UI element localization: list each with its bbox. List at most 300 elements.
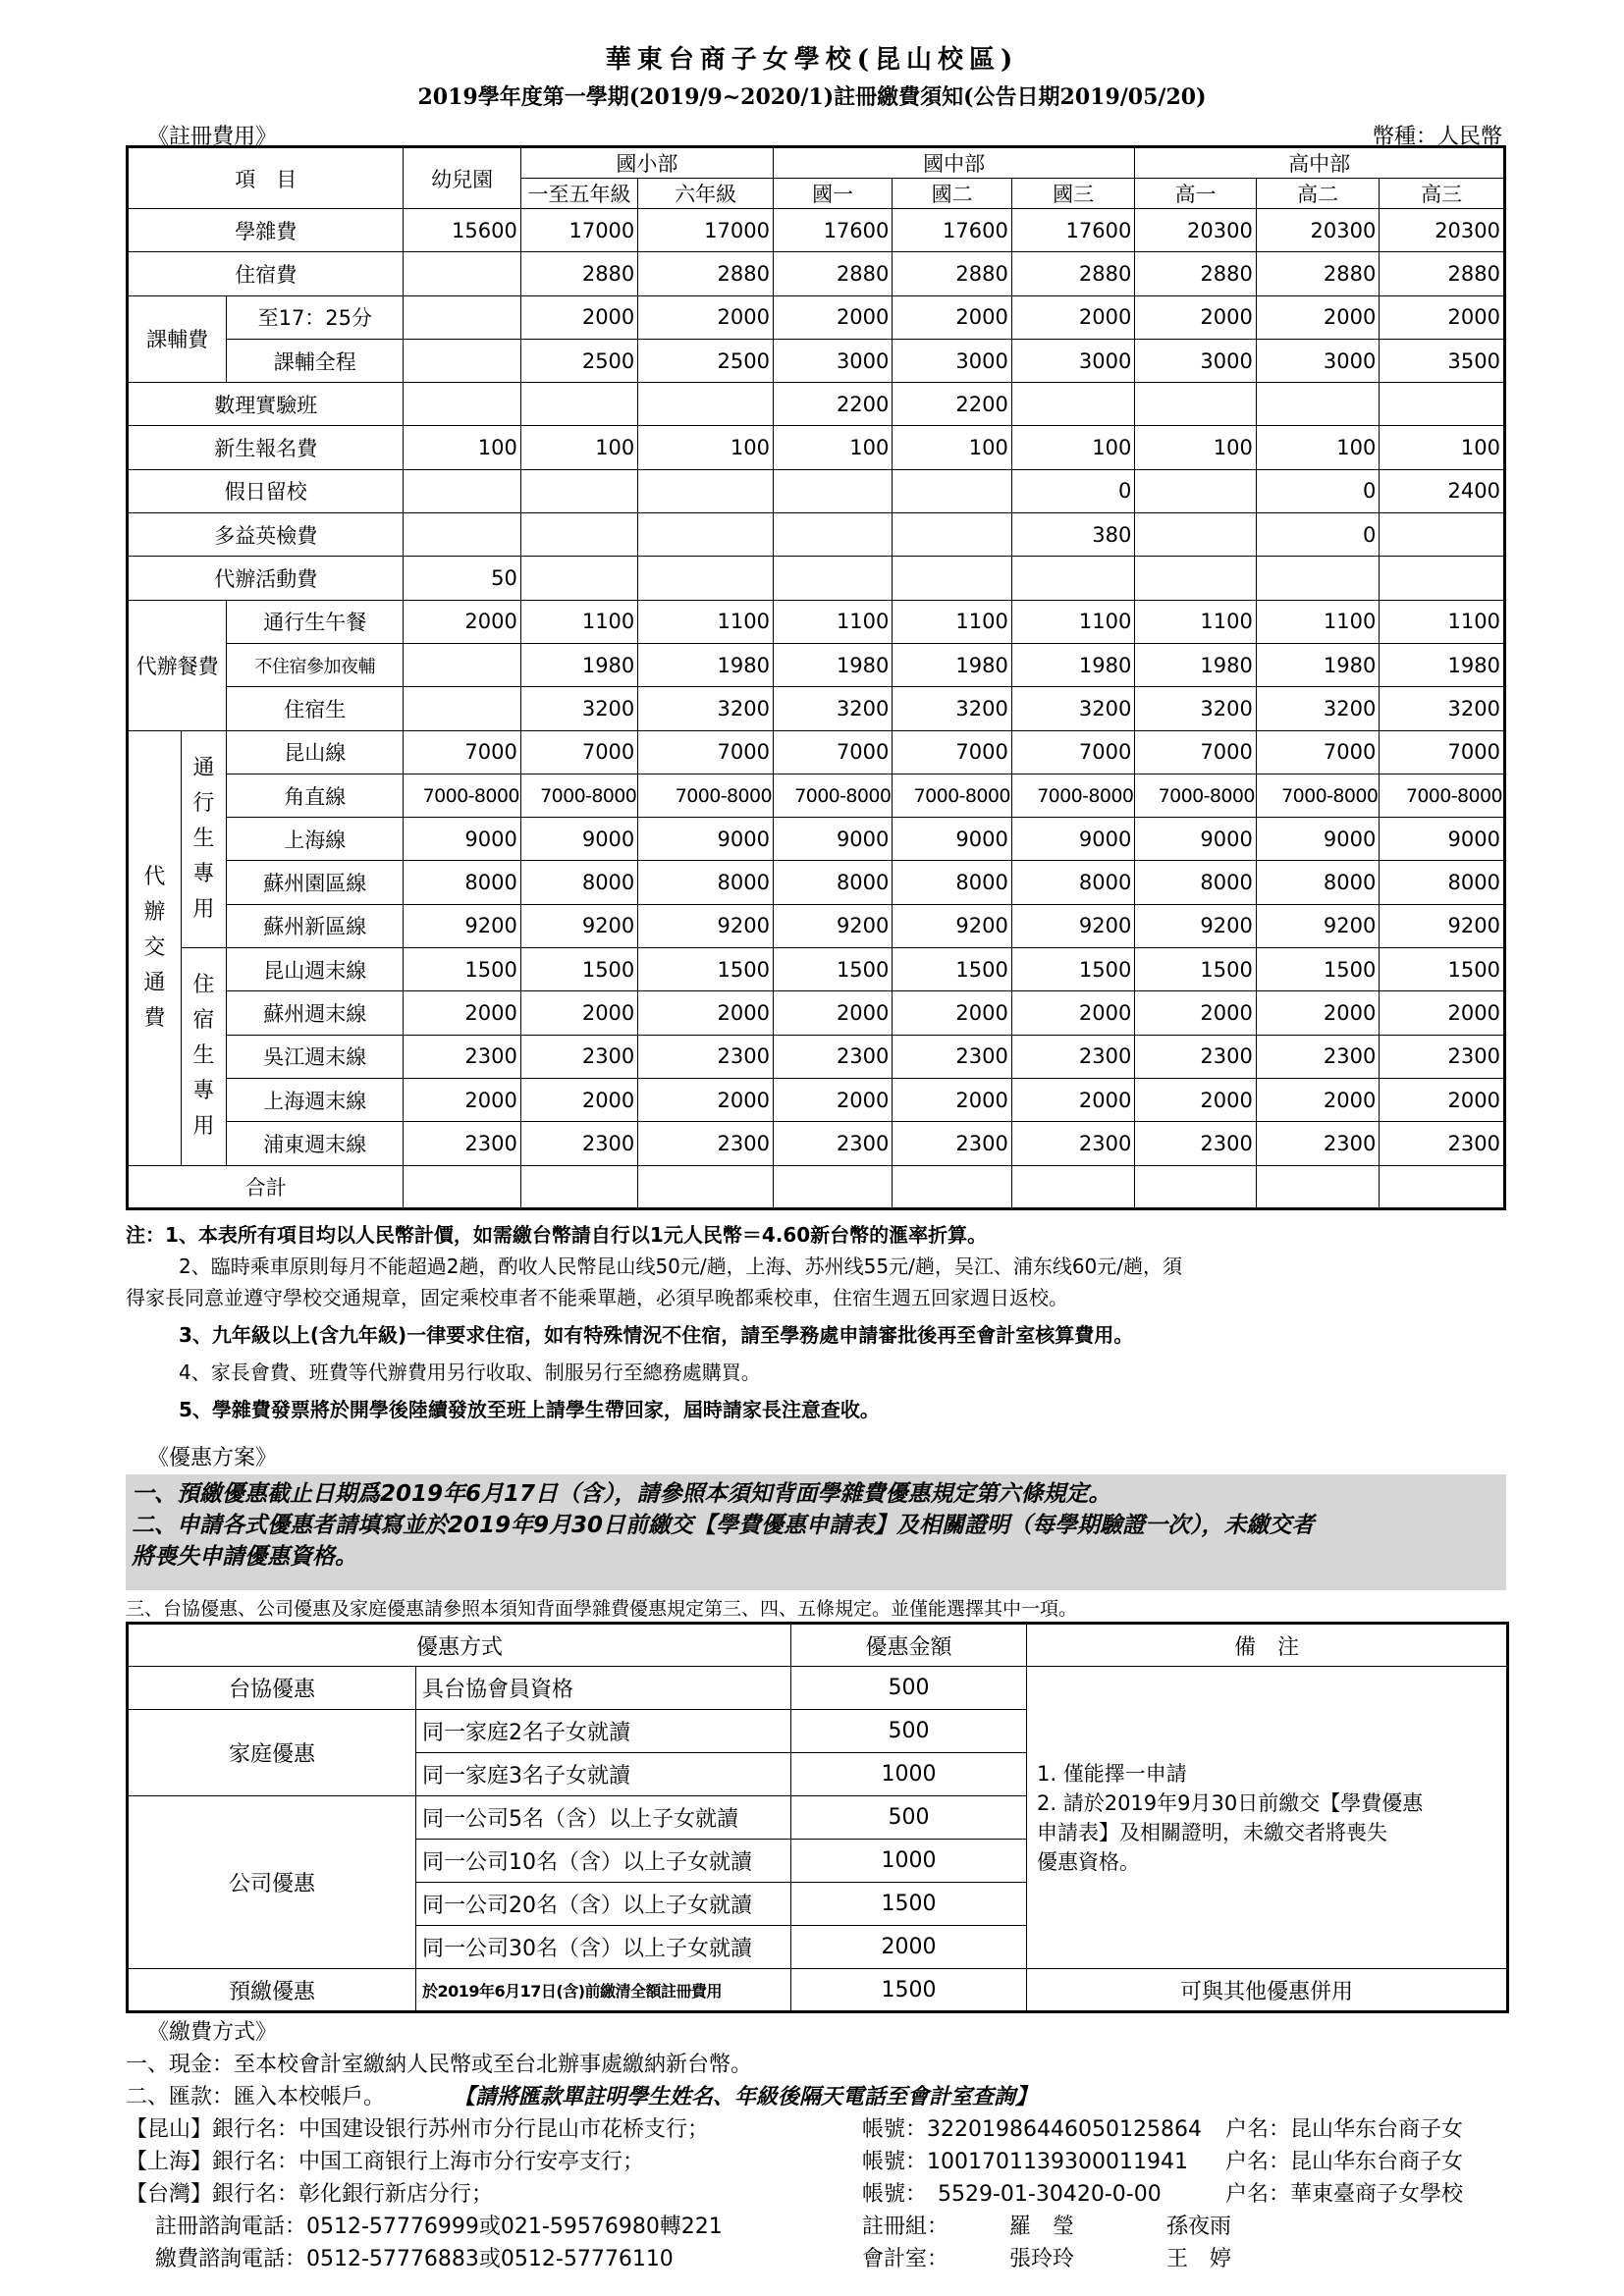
header-method: 優惠方式 — [128, 1624, 791, 1667]
discount-condition: 同一公司10名（含）以上子女就讀 — [416, 1840, 791, 1883]
note-2a: 2、臨時乘車原則每月不能超過2趟，酌收人民幣昆山线50元/趟，上海、苏州线55元/趟，吴江、浦东线60元/趟，須 — [179, 1255, 1183, 1278]
table-cell: 2000 — [1380, 991, 1505, 1035]
table-cell: 3200 — [893, 687, 1011, 730]
discount-name: 台協優惠 — [128, 1667, 416, 1710]
table-cell: 2300 — [1380, 1122, 1505, 1165]
table-cell: 2300 — [638, 1122, 774, 1165]
table-cell — [1380, 1165, 1505, 1208]
table-cell — [1011, 1165, 1135, 1208]
table-cell: 2500 — [638, 339, 774, 382]
table-cell: 50 — [404, 557, 520, 600]
table-cell: 7000-8000 — [1256, 774, 1380, 817]
discount-amount: 1000 — [791, 1753, 1027, 1796]
header-grade: 國一 — [773, 179, 892, 209]
table-cell: 2300 — [773, 1035, 892, 1078]
page-title: 華東台商子女學校(昆山校區) — [605, 45, 1019, 75]
table-cell: 3200 — [1380, 687, 1505, 730]
table-cell: 2880 — [893, 252, 1011, 295]
table-cell: 3500 — [1380, 339, 1505, 382]
table-cell: 17600 — [893, 209, 1011, 252]
table-cell: 8000 — [1011, 861, 1135, 904]
header-row-1 — [128, 147, 1505, 179]
table-cell: 3200 — [773, 687, 892, 730]
table-cell: 1100 — [893, 600, 1011, 643]
row-label: 昆山週末線 — [227, 948, 404, 991]
currency-label: 幣種：人民幣 — [1372, 125, 1502, 149]
row-label: 不住宿參加夜輔 — [227, 643, 404, 686]
table-cell: 7000 — [1256, 730, 1380, 774]
table-cell: 1980 — [1256, 643, 1380, 686]
reg-staff: 羅 瑩 — [1009, 2215, 1075, 2239]
row-label: 假日留校 — [128, 469, 404, 512]
table-cell: 2880 — [773, 252, 892, 295]
acc-staff: 王 婷 — [1166, 2247, 1232, 2271]
table-cell — [404, 643, 520, 686]
table-cell: 9000 — [893, 818, 1011, 861]
table-cell: 2000 — [404, 600, 520, 643]
header-junior: 國中部 — [773, 147, 1134, 179]
table-cell: 9000 — [520, 818, 637, 861]
table-row — [128, 774, 1505, 817]
note-3: 3、九年級以上(含九年級)一律要求住宿，如有特殊情況不住宿，請至學務處申請審批後再至會計室核算費用。 — [179, 1323, 1134, 1347]
table-cell — [638, 1165, 774, 1208]
table-cell: 2300 — [773, 1122, 892, 1165]
table-cell: 1980 — [773, 643, 892, 686]
header-item: 項 目 — [128, 147, 404, 209]
reg-group: 註冊組： — [862, 2215, 949, 2239]
table-cell: 1100 — [1011, 600, 1135, 643]
table-cell — [1380, 557, 1505, 600]
table-cell: 2000 — [1011, 991, 1135, 1035]
table-cell: 7000-8000 — [1135, 774, 1256, 817]
discount-condition: 同一公司5名（含）以上子女就讀 — [416, 1796, 791, 1840]
table-row — [128, 513, 1505, 557]
table-cell: 1500 — [1380, 948, 1505, 991]
table-cell: 9000 — [1135, 818, 1256, 861]
header-kindergarten: 幼兒園 — [404, 147, 520, 209]
discount-condition: 同一公司20名（含）以上子女就讀 — [416, 1883, 791, 1926]
table-cell: 2000 — [1011, 1078, 1135, 1121]
table-cell: 9200 — [638, 904, 774, 947]
table-cell: 2880 — [1011, 252, 1135, 295]
table-cell: 100 — [404, 426, 520, 469]
table-cell: 7000 — [404, 730, 520, 774]
table-row — [128, 904, 1505, 947]
table-cell: 17000 — [520, 209, 637, 252]
row-label: 通行生午餐 — [227, 600, 404, 643]
table-row — [128, 295, 1505, 339]
row-label: 蘇州週末線 — [227, 991, 404, 1035]
table-row — [128, 687, 1505, 730]
table-row — [128, 948, 1505, 991]
table-cell: 2300 — [1135, 1122, 1256, 1165]
table-cell: 1980 — [1135, 643, 1256, 686]
discount-remark — [1027, 1667, 1508, 1969]
table-cell: 7000 — [1135, 730, 1256, 774]
row-label: 數理實驗班 — [128, 383, 404, 426]
table-cell: 100 — [773, 426, 892, 469]
discount-amount: 1500 — [791, 1969, 1027, 2012]
table-cell: 8000 — [638, 861, 774, 904]
discount-name: 預繳優惠 — [128, 1969, 416, 2012]
table-row — [128, 1122, 1505, 1165]
table-cell: 2300 — [893, 1035, 1011, 1078]
discount-amount: 500 — [791, 1710, 1027, 1753]
table-cell: 7000-8000 — [1380, 774, 1505, 817]
section-registration-heading: 《註冊費用》 — [147, 125, 278, 149]
row-label: 角直線 — [227, 774, 404, 817]
payment-section — [126, 2016, 1540, 2275]
table-cell: 1500 — [1011, 948, 1135, 991]
table-cell: 7000 — [520, 730, 637, 774]
table-cell — [1256, 383, 1380, 426]
fee-table — [126, 145, 1506, 1210]
table-cell — [404, 687, 520, 730]
table-cell: 9200 — [404, 904, 520, 947]
table-cell: 0 — [1256, 513, 1380, 557]
table-cell: 2300 — [1380, 1035, 1505, 1078]
discount-amount: 1500 — [791, 1883, 1027, 1926]
table-cell: 2200 — [893, 383, 1011, 426]
table-cell: 9000 — [1256, 818, 1380, 861]
table-cell — [404, 513, 520, 557]
table-cell: 2000 — [1135, 991, 1256, 1035]
table-row — [128, 991, 1505, 1035]
table-cell: 0 — [1256, 469, 1380, 512]
row-label: 課輔全程 — [227, 339, 404, 382]
table-cell — [1135, 557, 1256, 600]
table-cell: 9000 — [1011, 818, 1135, 861]
table-cell: 2000 — [1256, 1078, 1380, 1121]
table-cell: 2000 — [1011, 295, 1135, 339]
table-cell: 2880 — [1135, 252, 1256, 295]
table-cell — [773, 513, 892, 557]
table-cell: 2300 — [404, 1035, 520, 1078]
table-cell: 100 — [1011, 426, 1135, 469]
bank-holder: 户名：華東臺商子女學校 — [1225, 2182, 1464, 2207]
table-row — [128, 600, 1505, 643]
reg-phone: 註冊諮詢電話：0512-57776999或021-59576980轉221 — [155, 2215, 723, 2239]
table-cell — [520, 513, 637, 557]
table-cell: 2500 — [520, 339, 637, 382]
table-cell — [404, 252, 520, 295]
table-cell: 100 — [638, 426, 774, 469]
table-cell: 7000 — [1011, 730, 1135, 774]
table-cell — [1135, 383, 1256, 426]
table-cell — [404, 469, 520, 512]
discount-notice-line: 一、預繳優惠截止日期爲2019年6月17日（含），請參照本須知背面學雜費優惠規定第六條規定。 — [132, 1481, 1111, 1507]
table-cell: 1100 — [520, 600, 637, 643]
discount-name: 公司優惠 — [128, 1796, 416, 1969]
table-cell: 7000 — [893, 730, 1011, 774]
table-cell: 9000 — [773, 818, 892, 861]
table-cell: 7000-8000 — [1011, 774, 1135, 817]
table-cell — [1380, 513, 1505, 557]
table-row — [128, 861, 1505, 904]
table-cell: 1500 — [773, 948, 892, 991]
header-remark: 備 注 — [1027, 1624, 1508, 1667]
table-cell: 9200 — [1135, 904, 1256, 947]
table-cell: 9200 — [773, 904, 892, 947]
table-cell — [520, 469, 637, 512]
row-label: 新生報名費 — [128, 426, 404, 469]
row-label: 上海週末線 — [227, 1078, 404, 1121]
table-cell: 2000 — [1135, 295, 1256, 339]
table-cell — [773, 469, 892, 512]
table-row — [128, 339, 1505, 382]
header-grade: 高二 — [1256, 179, 1380, 209]
table-cell: 2000 — [1135, 1078, 1256, 1121]
table-cell: 1500 — [893, 948, 1011, 991]
table-cell: 2000 — [404, 991, 520, 1035]
acc-office: 會計室： — [862, 2247, 949, 2271]
table-cell: 3200 — [638, 687, 774, 730]
table-cell: 8000 — [404, 861, 520, 904]
table-cell: 3200 — [1256, 687, 1380, 730]
row-label: 浦東週末線 — [227, 1122, 404, 1165]
table-cell: 2880 — [1380, 252, 1505, 295]
table-cell: 9200 — [1380, 904, 1505, 947]
table-cell: 9000 — [404, 818, 520, 861]
table-cell: 2000 — [1256, 991, 1380, 1035]
table-cell: 7000-8000 — [893, 774, 1011, 817]
table-cell: 7000-8000 — [404, 774, 520, 817]
table-row — [128, 643, 1505, 686]
payment-remit-note: 【請將匯款單註明學生姓名、年級後隔天電話至會計室查詢】 — [454, 2085, 1038, 2109]
table-row — [128, 252, 1505, 295]
table-cell: 8000 — [1256, 861, 1380, 904]
table-cell: 7000-8000 — [773, 774, 892, 817]
section-payment-heading: 《繳費方式》 — [147, 2020, 278, 2045]
table-cell — [404, 339, 520, 382]
bank-name: 【昆山】銀行名：中国建设银行苏州市分行昆山市花桥支行； — [126, 2117, 710, 2142]
table-row — [128, 426, 1505, 469]
table-cell — [1011, 383, 1135, 426]
table-cell — [1256, 1165, 1380, 1208]
table-cell: 2200 — [773, 383, 892, 426]
table-cell: 7000 — [1380, 730, 1505, 774]
table-cell: 2000 — [893, 991, 1011, 1035]
table-cell — [638, 383, 774, 426]
table-cell: 1100 — [1256, 600, 1380, 643]
row-label: 住宿費 — [128, 252, 404, 295]
table-cell: 1100 — [1380, 600, 1505, 643]
table-cell — [520, 383, 637, 426]
table-row — [128, 1078, 1505, 1121]
table-row — [128, 469, 1505, 512]
table-row — [128, 730, 1505, 774]
table-cell: 1500 — [1135, 948, 1256, 991]
header-amount: 優惠金額 — [791, 1624, 1027, 1667]
table-cell: 2300 — [1256, 1122, 1380, 1165]
remark-line: 優惠資格。 — [1037, 1849, 1141, 1874]
total-label: 合計 — [128, 1165, 404, 1208]
table-cell — [638, 557, 774, 600]
table-cell: 8000 — [1380, 861, 1505, 904]
table-cell: 2300 — [520, 1035, 637, 1078]
note-4: 4、家長會費、班費等代辦費用另行收取、制服另行至總務處購買。 — [179, 1361, 761, 1384]
table-cell: 380 — [1011, 513, 1135, 557]
table-cell: 1100 — [1135, 600, 1256, 643]
payment-remit: 二、匯款：匯入本校帳戶。 — [126, 2085, 386, 2109]
table-cell: 2300 — [520, 1122, 637, 1165]
table-cell: 2880 — [520, 252, 637, 295]
table-cell — [1135, 513, 1256, 557]
remark-line: 1. 僅能擇一申請 — [1037, 1761, 1187, 1786]
table-cell — [404, 383, 520, 426]
table-cell — [638, 469, 774, 512]
table-cell: 1980 — [520, 643, 637, 686]
table-cell: 20300 — [1135, 209, 1256, 252]
table-cell: 2000 — [638, 1078, 774, 1121]
table-cell: 2000 — [404, 1078, 520, 1121]
discount-amount: 2000 — [791, 1926, 1027, 1969]
table-cell: 8000 — [520, 861, 637, 904]
table-cell: 2000 — [638, 295, 774, 339]
bank-name: 【台灣】銀行名：彰化銀行新店分行； — [126, 2182, 494, 2207]
bank-name: 【上海】銀行名：中国工商银行上海市分行安亭支行； — [126, 2150, 645, 2174]
table-cell — [520, 1165, 637, 1208]
table-cell: 2000 — [1380, 1078, 1505, 1121]
table-cell: 1980 — [1011, 643, 1135, 686]
table-cell: 8000 — [893, 861, 1011, 904]
table-cell: 2880 — [1256, 252, 1380, 295]
table-cell: 7000 — [638, 730, 774, 774]
table-cell — [404, 1165, 520, 1208]
bank-holder: 户名：昆山华东台商子女 — [1225, 2150, 1464, 2174]
row-label: 代辦活動費 — [128, 557, 404, 600]
table-cell: 1500 — [520, 948, 637, 991]
remark-line: 2. 請於2019年9月30日前繳交【學費優惠 — [1037, 1790, 1424, 1815]
table-cell: 1500 — [638, 948, 774, 991]
group-boarder: 住宿生專用 — [181, 948, 227, 1165]
table-cell: 2300 — [404, 1122, 520, 1165]
header-senior: 高中部 — [1135, 147, 1505, 179]
table-cell — [1380, 383, 1505, 426]
table-cell: 17600 — [1011, 209, 1135, 252]
table-cell — [893, 469, 1011, 512]
table-cell: 100 — [1380, 426, 1505, 469]
discount-notice-line: 二、申請各式優惠者請填寫並於2019年9月30日前繳交【學費優惠申請表】及相關證明（每學期驗證一次），未繳交者 — [132, 1513, 1315, 1538]
table-cell: 2000 — [1380, 295, 1505, 339]
discount-notice-line: 將喪失申請優惠資格。 — [132, 1544, 357, 1570]
table-cell: 0 — [1011, 469, 1135, 512]
table-cell: 17000 — [638, 209, 774, 252]
table-cell: 15600 — [404, 209, 520, 252]
table-cell: 17600 — [773, 209, 892, 252]
table-cell: 20300 — [1256, 209, 1380, 252]
table-cell: 20300 — [1380, 209, 1505, 252]
table-cell: 2300 — [1256, 1035, 1380, 1078]
table-cell: 2000 — [520, 991, 637, 1035]
table-cell — [1135, 1165, 1256, 1208]
table-cell: 7000-8000 — [638, 774, 774, 817]
table-cell: 1980 — [893, 643, 1011, 686]
row-label: 昆山線 — [227, 730, 404, 774]
row-label: 吳江週末線 — [227, 1035, 404, 1078]
discount-condition: 具台協會員資格 — [416, 1667, 791, 1710]
table-cell: 2000 — [773, 1078, 892, 1121]
discount-name: 家庭優惠 — [128, 1710, 416, 1796]
table-cell: 8000 — [773, 861, 892, 904]
discount-condition: 同一公司30名（含）以上子女就讀 — [416, 1926, 791, 1969]
payment-cash: 一、現金：至本校會計室繳納人民幣或至台北辦事處繳納新台幣。 — [126, 2053, 753, 2077]
notes-section — [126, 1219, 1510, 1425]
table-cell: 100 — [1135, 426, 1256, 469]
row-label: 蘇州新區線 — [227, 904, 404, 947]
table-row — [128, 1035, 1505, 1078]
table-row — [128, 383, 1505, 426]
table-cell: 3000 — [1135, 339, 1256, 382]
reg-staff: 孫夜雨 — [1166, 2215, 1232, 2239]
discount-remark-prepay: 可與其他優惠併用 — [1027, 1969, 1508, 2012]
table-cell: 2300 — [638, 1035, 774, 1078]
bank-holder: 户名：昆山华东台商子女 — [1225, 2117, 1464, 2142]
note-5: 5、學雜費發票將於開學後陸續發放至班上請學生帶回家，屆時請家長注意查收。 — [179, 1398, 880, 1421]
table-cell: 9200 — [1256, 904, 1380, 947]
table-cell: 7000 — [773, 730, 892, 774]
table-cell: 2400 — [1380, 469, 1505, 512]
group-commuter: 通行生專用 — [181, 730, 227, 947]
bank-account: 帳號： 5529-01-30420-0-00 — [862, 2182, 1162, 2207]
table-cell: 2000 — [1256, 295, 1380, 339]
row-label: 上海線 — [227, 818, 404, 861]
table-cell — [773, 557, 892, 600]
table-row — [128, 818, 1505, 861]
table-cell: 3000 — [773, 339, 892, 382]
table-cell — [893, 557, 1011, 600]
pay-phone: 繳費諮詢電話：0512-57776883或0512-57776110 — [155, 2247, 674, 2271]
table-cell: 1500 — [1256, 948, 1380, 991]
header-grade: 高三 — [1380, 179, 1505, 209]
table-cell: 1100 — [773, 600, 892, 643]
header-grade: 高一 — [1135, 179, 1256, 209]
table-cell: 1980 — [1380, 643, 1505, 686]
table-cell: 3200 — [520, 687, 637, 730]
table-cell: 100 — [893, 426, 1011, 469]
table-cell: 2000 — [773, 991, 892, 1035]
discount-condition: 同一家庭3名子女就讀 — [416, 1753, 791, 1796]
total-row — [128, 1165, 1505, 1208]
table-cell: 100 — [520, 426, 637, 469]
section-discount-heading: 《優惠方案》 — [147, 1446, 278, 1470]
table-cell: 9200 — [520, 904, 637, 947]
table-cell: 2000 — [893, 1078, 1011, 1121]
table-row — [128, 209, 1505, 252]
header-elementary: 國小部 — [520, 147, 773, 179]
table-cell: 2000 — [893, 295, 1011, 339]
table-cell: 2300 — [1011, 1122, 1135, 1165]
discount-table — [126, 1622, 1509, 2013]
remark-line: 申請表】及相關證明，未繳交者將喪失 — [1037, 1820, 1388, 1844]
table-cell: 3000 — [893, 339, 1011, 382]
table-cell: 3200 — [1011, 687, 1135, 730]
table-cell: 2000 — [520, 1078, 637, 1121]
discount-amount: 1000 — [791, 1840, 1027, 1883]
table-cell: 2880 — [638, 252, 774, 295]
table-cell — [404, 295, 520, 339]
table-cell: 2000 — [520, 295, 637, 339]
table-cell — [893, 1165, 1011, 1208]
discount-notice — [126, 1474, 1506, 1590]
table-cell: 3200 — [1135, 687, 1256, 730]
group-transport: 代辦交通費 — [128, 730, 182, 1165]
table-cell: 100 — [1256, 426, 1380, 469]
table-cell: 3000 — [1256, 339, 1380, 382]
discount-amount: 500 — [791, 1796, 1027, 1840]
table-cell: 2300 — [893, 1122, 1011, 1165]
table-cell — [520, 557, 637, 600]
